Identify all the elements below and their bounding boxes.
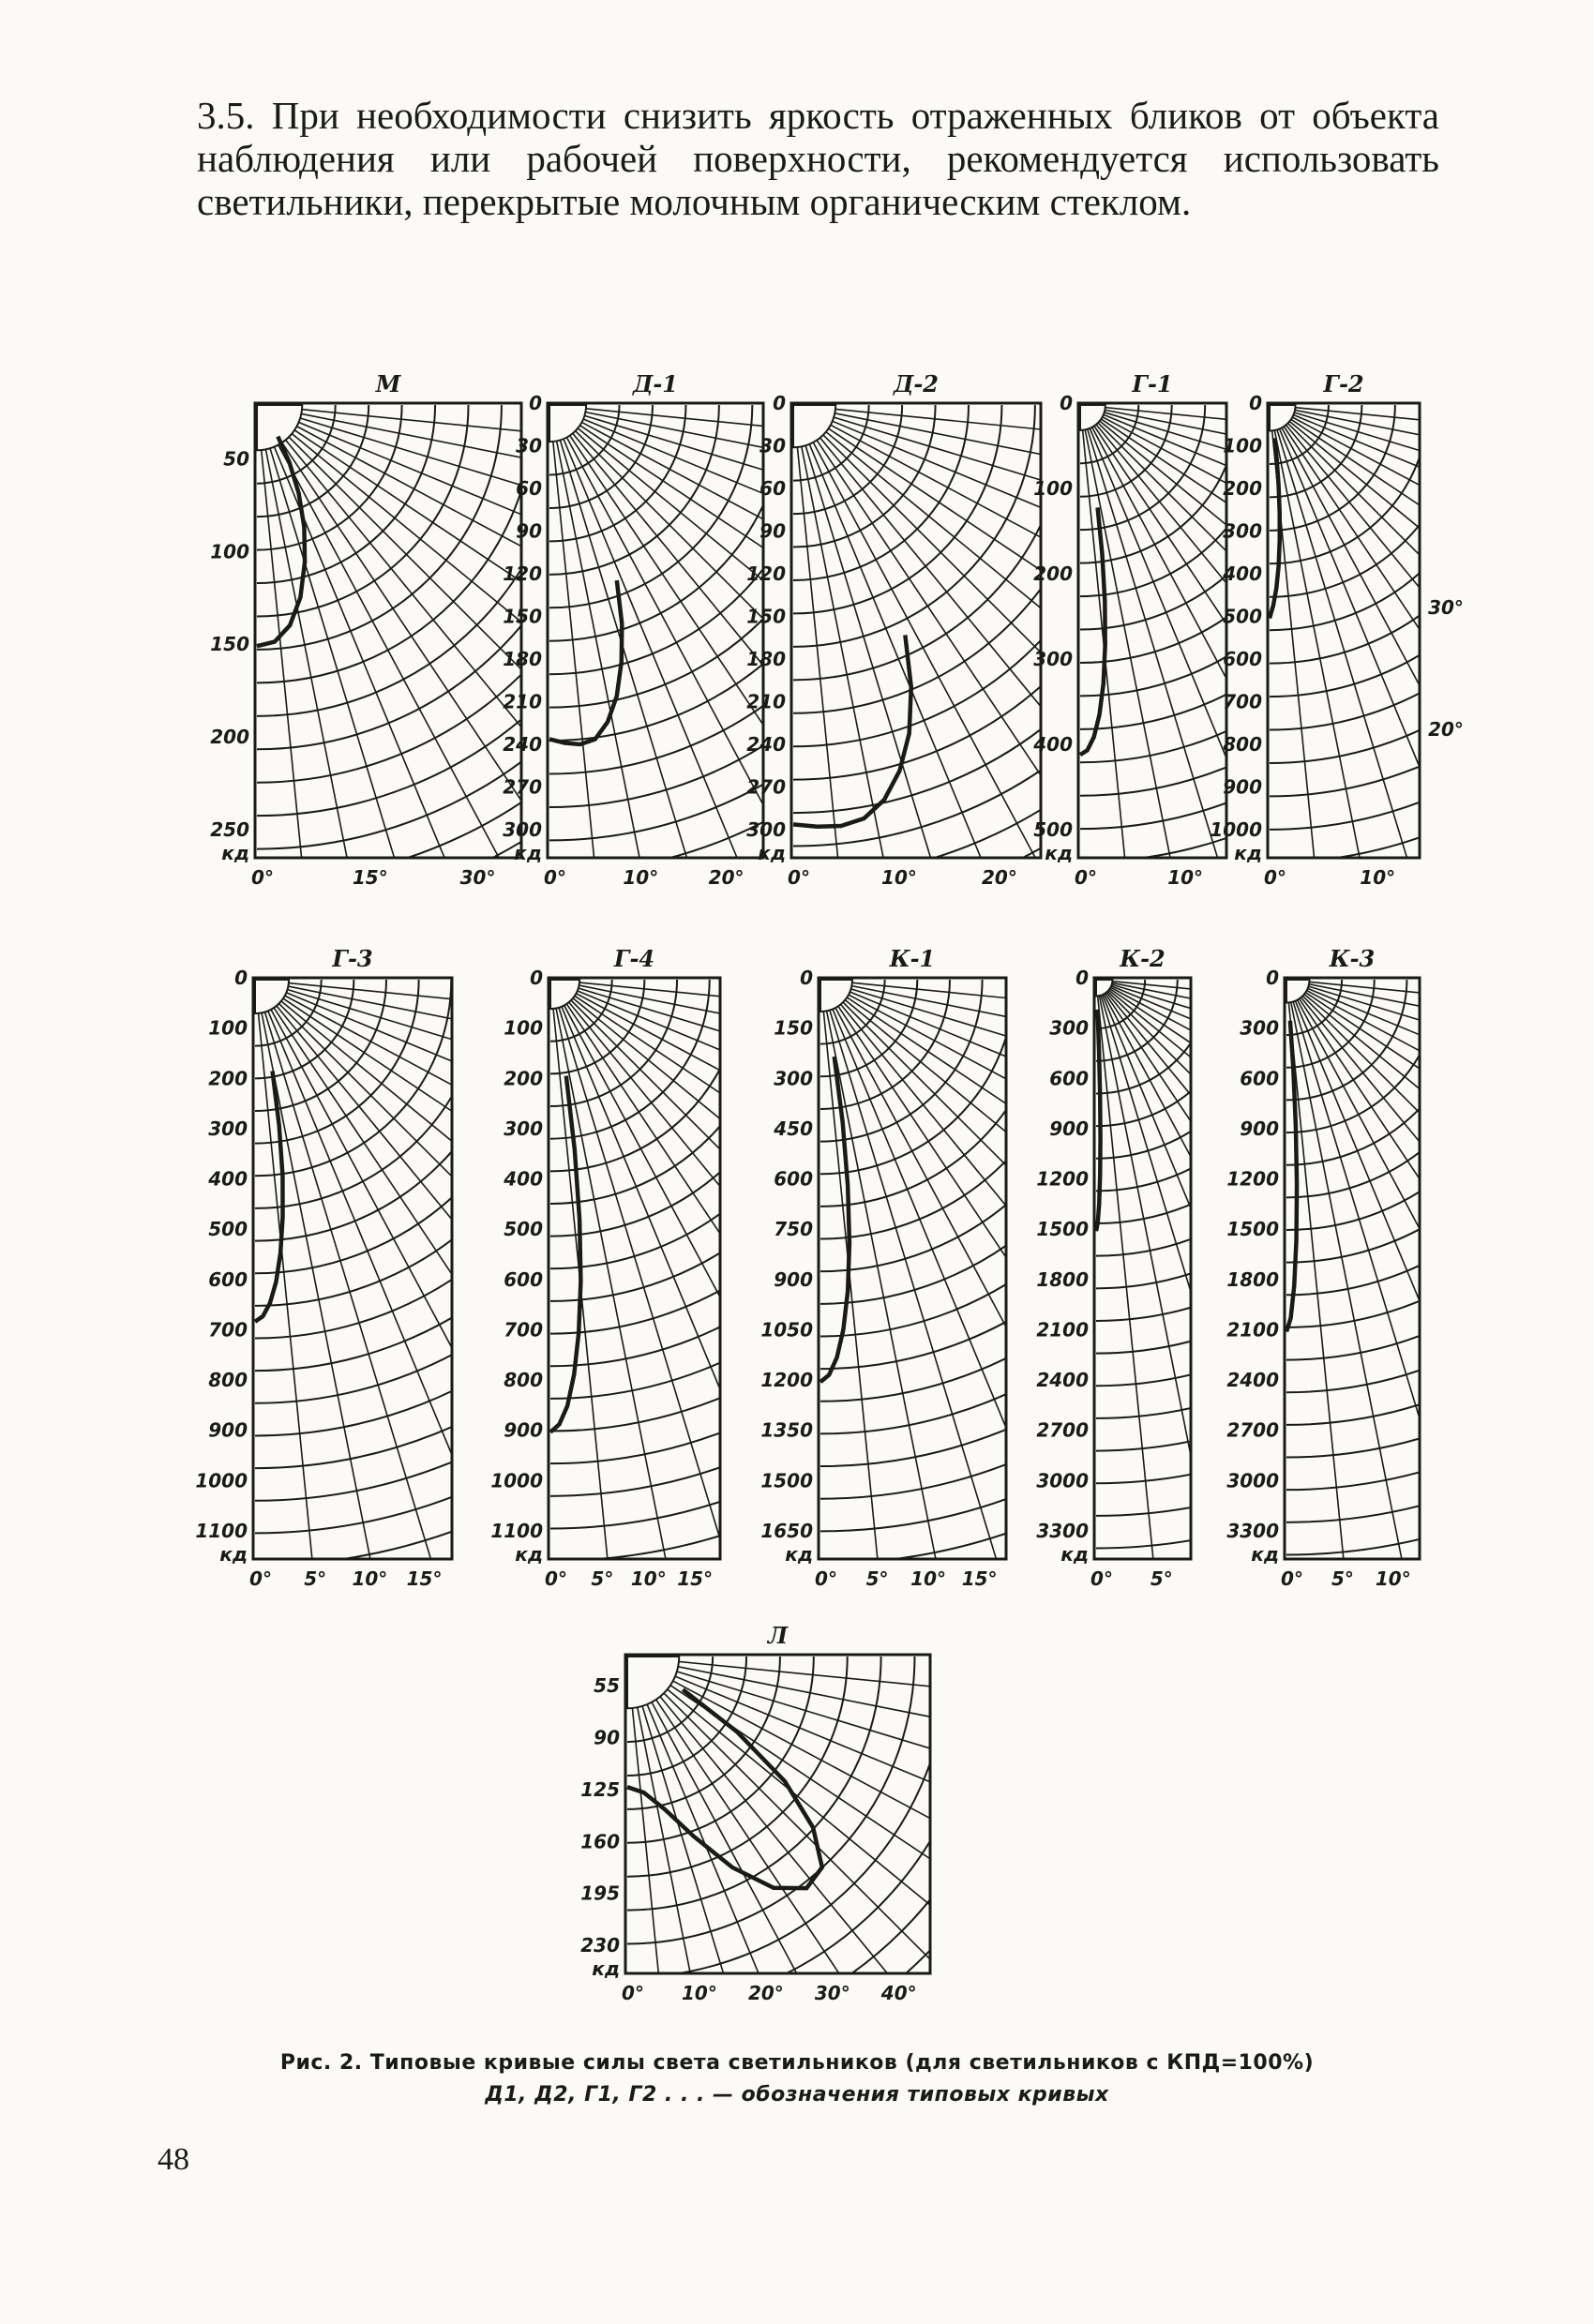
radial-tick-label: 500 xyxy=(208,1218,248,1241)
radial-tick-label: 300 xyxy=(503,818,542,841)
chart-9 xyxy=(1036,945,1594,2324)
angle-tick-label: 15° xyxy=(677,1567,714,1590)
chart-7 xyxy=(490,945,1594,2324)
page-number: 48 xyxy=(158,2142,189,2177)
chart-title: М xyxy=(375,370,401,397)
angle-tick-label: 0° xyxy=(788,866,810,889)
polar-grid xyxy=(793,405,1594,2324)
radial-tick-label: 100 xyxy=(504,1016,543,1040)
radial-tick-label: 30 xyxy=(759,434,786,457)
radial-tick-label: 700 xyxy=(504,1318,543,1342)
radial-tick-label: 400 xyxy=(1033,733,1073,756)
radial-tick-label: 0 xyxy=(800,967,813,989)
radial-tick-label: 500 xyxy=(1223,605,1262,628)
body-paragraph: 3.5. При необходимости снизить яркость отраженных бликов от объекта наблюдения или рабочей поверхности, рекомендуется использовать светильники, перекрытые молочным органическим стеклом. xyxy=(197,94,1439,223)
radial-tick-label: 3300 xyxy=(1036,1520,1089,1542)
chart-title: Г-1 xyxy=(1132,370,1173,397)
radial-tick-label: 800 xyxy=(504,1369,543,1392)
angle-tick-label: 20° xyxy=(708,866,744,889)
polar-grid xyxy=(1286,980,1594,2324)
radial-tick-label: 200 xyxy=(1033,562,1073,585)
radial-tick-label: 300 xyxy=(1223,519,1262,543)
angle-tick-label: 10° xyxy=(682,1982,717,2004)
figure-caption-legend: Д1, Д2, Г1, Г2 . . . — обозначения типовых кривых xyxy=(485,2083,1109,2107)
polar-grid xyxy=(1080,405,1594,2324)
angle-tick-label: 5° xyxy=(1331,1567,1354,1590)
chart-title: Г-3 xyxy=(332,945,373,972)
unit-label: кд xyxy=(1045,842,1073,864)
radial-tick-label: 100 xyxy=(210,540,249,563)
unit-label: кд xyxy=(515,1543,543,1566)
radial-tick-label: 120 xyxy=(746,562,786,585)
intensity-curve xyxy=(255,1071,283,1321)
angle-tick-label: 5° xyxy=(591,1567,614,1590)
polar-grid xyxy=(1096,980,1594,2324)
angle-tick-label: 0° xyxy=(251,866,274,889)
radial-tick-label: 50 xyxy=(223,447,249,471)
angle-tick-label: 0° xyxy=(622,1982,644,2004)
radial-tick-label: 2400 xyxy=(1226,1369,1279,1392)
radial-tick-label: 100 xyxy=(1223,434,1262,457)
radial-tick-label: 90 xyxy=(516,519,542,543)
radial-tick-label: 1350 xyxy=(760,1418,813,1442)
radial-tick-label: 1500 xyxy=(1226,1218,1279,1241)
radial-tick-label: 900 xyxy=(1049,1117,1089,1140)
radial-tick-label: 0 xyxy=(1075,967,1089,989)
radial-tick-label: 2700 xyxy=(1036,1418,1089,1442)
angle-tick-label: 15° xyxy=(961,1567,998,1590)
radial-tick-label: 1000 xyxy=(195,1469,248,1492)
radial-tick-label: 150 xyxy=(503,605,542,628)
radial-tick-label: 1800 xyxy=(1036,1267,1089,1291)
radial-tick-label: 150 xyxy=(210,633,249,656)
radial-tick-label: 3000 xyxy=(1036,1469,1089,1492)
radial-tick-label: 0 xyxy=(1249,392,1262,414)
polar-grid xyxy=(549,405,1594,2324)
radial-tick-label: 1500 xyxy=(760,1469,813,1492)
radial-tick-label: 1200 xyxy=(1036,1167,1089,1191)
angle-tick-label: 10° xyxy=(1375,1567,1411,1590)
radial-tick-label: 125 xyxy=(580,1777,620,1801)
angle-tick-label: 30° xyxy=(459,866,496,889)
unit-label: кд xyxy=(1060,1543,1089,1566)
angle-tick-label: 5° xyxy=(1150,1567,1173,1590)
radial-tick-label: 1650 xyxy=(760,1520,813,1542)
chart-5 xyxy=(1210,370,1594,2324)
radial-tick-label: 60 xyxy=(759,477,786,500)
radial-tick-label: 150 xyxy=(746,605,786,628)
radial-tick-label: 3300 xyxy=(1226,1520,1279,1542)
angle-tick-label: 30° xyxy=(814,1982,850,2004)
chart-frame xyxy=(548,403,763,858)
intensity-curve xyxy=(1096,1010,1101,1231)
radial-tick-label: 240 xyxy=(503,733,542,756)
angle-tick-label: 20° xyxy=(747,1982,784,2004)
radial-tick-label: 500 xyxy=(504,1218,543,1241)
radial-tick-label: 0 xyxy=(1266,967,1279,989)
radial-tick-label: 800 xyxy=(208,1369,248,1392)
radial-tick-label: 30 xyxy=(516,434,542,457)
side-angle-label: 20° xyxy=(1428,718,1464,741)
radial-tick-label: 0 xyxy=(234,967,248,989)
chart-10 xyxy=(1226,945,1594,2324)
radial-tick-label: 0 xyxy=(1060,392,1073,414)
angle-tick-label: 10° xyxy=(352,1567,388,1590)
radial-tick-label: 160 xyxy=(580,1830,620,1853)
radial-tick-label: 270 xyxy=(746,775,786,799)
chart-title: К-3 xyxy=(1329,945,1376,972)
angle-tick-label: 0° xyxy=(249,1567,272,1590)
radial-tick-label: 210 xyxy=(746,690,786,713)
radial-tick-label: 900 xyxy=(208,1418,248,1442)
radial-tick-label: 210 xyxy=(503,690,542,713)
radial-tick-label: 300 xyxy=(1049,1016,1089,1040)
radial-tick-label: 900 xyxy=(774,1267,813,1291)
chart-title: Д-1 xyxy=(633,370,678,397)
unit-label: кд xyxy=(758,842,786,864)
radial-tick-label: 400 xyxy=(1223,562,1262,585)
radial-tick-label: 180 xyxy=(503,648,542,670)
radial-tick-label: 270 xyxy=(503,775,542,799)
unit-label: кд xyxy=(592,1957,620,1980)
chart-title: Д-2 xyxy=(894,370,939,397)
radial-tick-label: 200 xyxy=(210,726,249,749)
radial-tick-label: 800 xyxy=(1223,733,1262,756)
radial-tick-label: 900 xyxy=(1240,1117,1279,1140)
unit-label: кд xyxy=(221,842,249,864)
radial-tick-label: 300 xyxy=(504,1117,543,1140)
chart-4 xyxy=(1032,370,1594,2324)
radial-tick-label: 2100 xyxy=(1036,1318,1089,1342)
radial-tick-label: 900 xyxy=(504,1418,543,1442)
radial-tick-label: 300 xyxy=(746,818,786,841)
side-angle-label: 30° xyxy=(1428,596,1464,619)
intensity-curve xyxy=(1080,507,1105,755)
angle-tick-label: 40° xyxy=(880,1982,917,2004)
radial-tick-label: 200 xyxy=(208,1067,248,1090)
chart-3 xyxy=(746,370,1594,2324)
radial-tick-label: 250 xyxy=(210,818,249,841)
radial-tick-label: 2700 xyxy=(1226,1418,1279,1442)
radial-tick-label: 180 xyxy=(746,648,786,670)
angle-tick-label: 10° xyxy=(630,1567,667,1590)
radial-tick-label: 100 xyxy=(1033,477,1073,500)
radial-tick-label: 750 xyxy=(774,1218,813,1241)
angle-tick-label: 10° xyxy=(1360,866,1396,889)
radial-tick-label: 2400 xyxy=(1036,1369,1089,1392)
radial-tick-label: 90 xyxy=(759,519,786,543)
angle-tick-label: 10° xyxy=(881,866,917,889)
radial-tick-label: 240 xyxy=(746,733,786,756)
radial-tick-label: 230 xyxy=(580,1934,620,1957)
radial-tick-label: 600 xyxy=(504,1267,543,1291)
radial-tick-label: 60 xyxy=(516,477,542,500)
chart-11 xyxy=(580,1622,1594,2324)
radial-tick-label: 0 xyxy=(529,392,542,414)
radial-tick-label: 120 xyxy=(503,562,542,585)
radial-tick-label: 1050 xyxy=(760,1318,813,1342)
radial-tick-label: 400 xyxy=(208,1167,248,1191)
radial-tick-label: 150 xyxy=(774,1016,813,1040)
radial-tick-label: 0 xyxy=(530,967,543,989)
radial-tick-label: 200 xyxy=(504,1067,543,1090)
angle-tick-label: 0° xyxy=(544,866,566,889)
radial-tick-label: 195 xyxy=(580,1882,620,1905)
polar-grid xyxy=(1270,405,1594,2324)
angle-tick-label: 15° xyxy=(352,866,388,889)
radial-tick-label: 1000 xyxy=(490,1469,543,1492)
angle-tick-label: 0° xyxy=(1264,866,1286,889)
radial-tick-label: 55 xyxy=(594,1674,620,1698)
radial-tick-label: 300 xyxy=(208,1117,248,1140)
chart-6 xyxy=(195,945,1594,2324)
intensity-curve xyxy=(1270,438,1280,618)
radial-tick-label: 600 xyxy=(1049,1067,1089,1090)
radial-tick-label: 100 xyxy=(208,1016,248,1040)
radial-tick-label: 0 xyxy=(773,392,786,414)
angle-tick-label: 15° xyxy=(406,1567,443,1590)
chart-title: Л xyxy=(767,1622,789,1649)
radial-tick-label: 600 xyxy=(1240,1067,1279,1090)
radial-tick-label: 1200 xyxy=(760,1369,813,1392)
polar-grid xyxy=(820,980,1594,2324)
unit-label: кд xyxy=(1251,1543,1279,1566)
unit-label: кд xyxy=(785,1543,813,1566)
radial-tick-label: 700 xyxy=(208,1318,248,1342)
unit-label: кд xyxy=(219,1543,248,1566)
angle-tick-label: 0° xyxy=(1090,1567,1113,1590)
angle-tick-label: 5° xyxy=(304,1567,327,1590)
angle-tick-label: 0° xyxy=(815,1567,837,1590)
chart-8 xyxy=(760,945,1594,2324)
radial-tick-label: 300 xyxy=(774,1067,813,1090)
angle-tick-label: 20° xyxy=(981,866,1017,889)
unit-label: кд xyxy=(514,842,542,864)
chart-title: К-1 xyxy=(889,945,936,972)
chart-title: Г-2 xyxy=(1323,370,1364,397)
angle-tick-label: 10° xyxy=(910,1567,947,1590)
radial-tick-label: 700 xyxy=(1223,690,1262,713)
radial-tick-label: 900 xyxy=(1223,775,1262,799)
radial-tick-label: 600 xyxy=(208,1267,248,1291)
chart-title: Г-4 xyxy=(613,945,655,972)
radial-tick-label: 1500 xyxy=(1036,1218,1089,1241)
angle-tick-label: 0° xyxy=(1281,1567,1303,1590)
radial-tick-label: 400 xyxy=(504,1167,543,1191)
unit-label: кд xyxy=(1234,842,1262,864)
polar-grid xyxy=(257,405,1594,2324)
radial-tick-label: 450 xyxy=(774,1117,813,1140)
radial-tick-label: 300 xyxy=(1240,1016,1279,1040)
angle-tick-label: 10° xyxy=(1167,866,1204,889)
figure-caption: Рис. 2. Типовые кривые силы света светильников (для светильников с КПД=100%) xyxy=(279,2051,1315,2075)
radial-tick-label: 2100 xyxy=(1226,1318,1279,1342)
radial-tick-label: 1800 xyxy=(1226,1267,1279,1291)
radial-tick-label: 3000 xyxy=(1226,1469,1279,1492)
radial-tick-label: 600 xyxy=(774,1167,813,1191)
angle-tick-label: 0° xyxy=(1075,866,1097,889)
chart-title: К-2 xyxy=(1120,945,1165,972)
radial-tick-label: 1000 xyxy=(1210,818,1262,841)
angle-tick-label: 10° xyxy=(623,866,659,889)
angle-tick-label: 5° xyxy=(865,1567,889,1590)
radial-tick-label: 500 xyxy=(1033,818,1073,841)
radial-tick-label: 90 xyxy=(594,1726,620,1749)
radial-tick-label: 600 xyxy=(1223,648,1262,670)
angle-tick-label: 0° xyxy=(545,1567,567,1590)
radial-tick-label: 1200 xyxy=(1226,1167,1279,1191)
radial-tick-label: 1100 xyxy=(195,1520,248,1542)
radial-tick-label: 1100 xyxy=(490,1520,543,1542)
radial-tick-label: 200 xyxy=(1223,477,1262,500)
radial-tick-label: 300 xyxy=(1033,648,1073,670)
